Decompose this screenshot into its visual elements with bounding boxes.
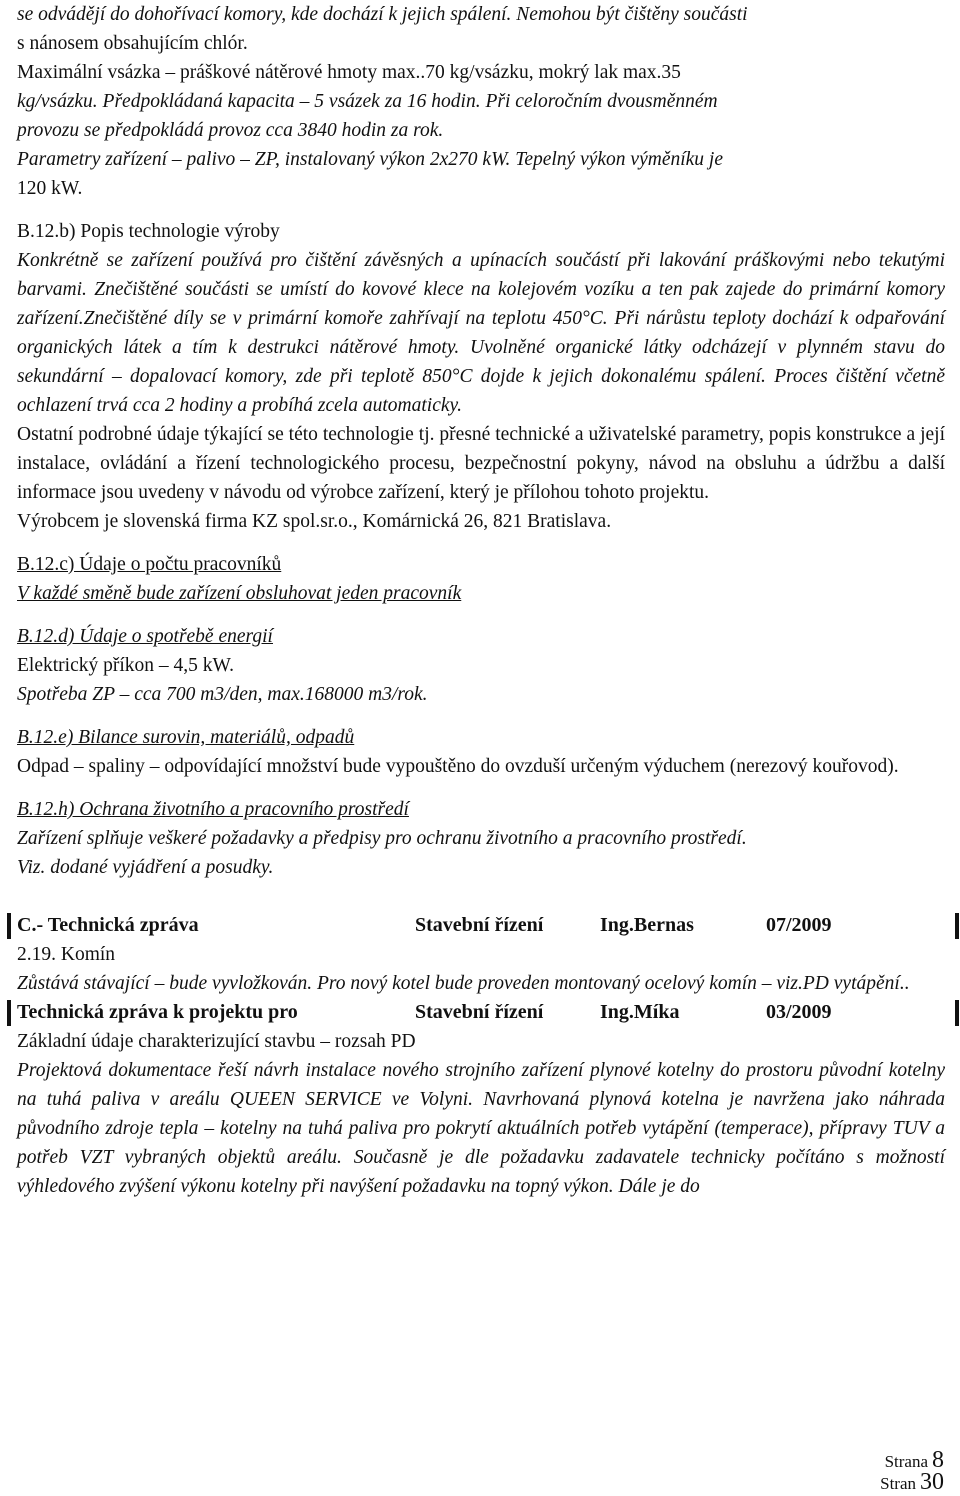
section-heading: B.12.d) Údaje o spotřebě energií bbox=[17, 626, 273, 647]
bar-date: 03/2009 bbox=[766, 1001, 832, 1023]
vertical-rule bbox=[7, 913, 11, 939]
section-text: Spotřeba ZP – cca 700 m3/den, max.168000 m3/rok. bbox=[17, 684, 428, 705]
section-text: Ostatní podrobné údaje týkající se této technologie tj. přesné technické a uživatelské parametry, popis konstrukce a její instalace, ovládání a řízení technologického procesu, bezpečnostní pokyny, návod na obsluhu a údržbu a další informace jsou uvedeny v návodu od výrobce zařízení, který je přílohou tohoto projektu. bbox=[17, 424, 945, 503]
section-zakladni-udaje bbox=[17, 1027, 945, 1201]
bar-stage: Stavební řízení bbox=[415, 914, 544, 936]
section-b12d bbox=[17, 622, 945, 709]
section-b12c bbox=[17, 550, 945, 608]
text-line: provozu se předpokládá provoz cca 3840 hodin za rok. bbox=[17, 120, 444, 141]
text-line: Maximální vsázka – práškové nátěrové hmoty max..70 kg/vsázku, mokrý lak max.35 bbox=[17, 62, 681, 83]
section-text: Elektrický příkon – 4,5 kW. bbox=[17, 655, 234, 676]
section-text: Zůstává stávající – bude vyvložkován. Pro nový kotel bude proveden montovaný ocelový komín – viz.PD vytápění.. bbox=[17, 973, 910, 994]
section-heading: 2.19. Komín bbox=[17, 944, 116, 965]
text-line: 120 kW. bbox=[17, 178, 83, 199]
bar-author: Ing.Míka bbox=[600, 1001, 680, 1023]
section-b12h bbox=[17, 795, 945, 882]
bar-author: Ing.Bernas bbox=[600, 914, 694, 936]
section-heading: B.12.b) Popis technologie výroby bbox=[17, 221, 280, 242]
section-text: V každé směně bude zařízení obsluhovat jeden pracovník bbox=[17, 583, 462, 604]
vertical-rule bbox=[955, 1000, 959, 1026]
section-b12e bbox=[17, 723, 945, 781]
document-page bbox=[17, 0, 945, 1201]
page-label: Strana bbox=[884, 1452, 928, 1471]
text-line: s nánosem obsahujícím chlór. bbox=[17, 33, 248, 54]
section-heading: B.12.e) Bilance surovin, materiálů, odpadů bbox=[17, 727, 355, 748]
manufacturer-line: Výrobcem je slovenská firma KZ spol.sr.o., Komárnická 26, 821 Bratislava. bbox=[17, 511, 612, 532]
text-line: se odvádějí do dohořívací komory, kde dochází k jejich spálení. Nemohou být čištěny součásti bbox=[17, 4, 748, 25]
pages-value: 30 bbox=[920, 1469, 944, 1495]
section-text: Projektová dokumentace řeší návrh instalace nového strojního zařízení plynové kotelny do prostoru původní kotelny na tuhá paliva v areálu QUEEN SERVICE ve Volyni. Navrhovaná plynová kotelna je navržena jako náhrada původního zdroje tepla – kotelny na tuhá paliva pro pokrytí aktuálních potřeb vytápění (temperace), přípravy TUV a potřeb VZT vybraných objektů areálu. Současně je dle požadavku zadavatele technicky počítáno s možností výhledového zvýšení výkonu kotelny při navýšení požadavku na topný výkon. Dále je do bbox=[17, 1060, 945, 1197]
vertical-rule bbox=[955, 913, 959, 939]
text-line: Parametry zařízení – palivo – ZP, instalovaný výkon 2x270 kW. Tepelný výkon výměníku je bbox=[17, 149, 723, 170]
header-bar-technicka-zprava bbox=[17, 911, 945, 940]
bar-title: Technická zpráva k projektu pro bbox=[17, 1001, 298, 1023]
page-count bbox=[880, 1469, 944, 1496]
section-text: Konkrétně se zařízení používá pro čištění závěsných a upínacích součástí při lakování práškovými nebo tekutými barvami. Znečištěné součásti se umístí do kovové klece na kolejovém vozíku a ten pak zajede do primární komory zařízení.Znečištěné díly se v primární komoře zahřívají na teplotu 450°C. Při nárůstu teploty dochází k odpařování organických látek a tím k destrukci nátěrové hmoty. Uvolněné organické látky odcházejí v plynném stavu do sekundární – dopalovací komory, zde při teplotě 850°C dojde k jejich dokonalému spálení. Proces čištění včetně ochlazení trvá cca 2 hodiny a probíhá zcela automaticky. bbox=[17, 250, 945, 416]
section-text: Odpad – spaliny – odpovídající množství bude vypouštěno do ovzduší určeným výduchem (nerezový kouřovod). bbox=[17, 756, 899, 777]
top-block bbox=[17, 0, 945, 203]
pages-label: Stran bbox=[880, 1474, 916, 1493]
bar-stage: Stavební řízení bbox=[415, 1001, 544, 1023]
bar-date: 07/2009 bbox=[766, 914, 832, 936]
section-heading: B.12.c) Údaje o počtu pracovníků bbox=[17, 554, 282, 575]
page-value: 8 bbox=[932, 1447, 944, 1473]
section-b12b bbox=[17, 217, 945, 536]
text-line: kg/vsázku. Předpokládaná kapacita – 5 vsázek za 16 hodin. Při celoročním dvousměnném bbox=[17, 91, 718, 112]
section-komin bbox=[17, 940, 945, 998]
section-heading: B.12.h) Ochrana životního a pracovního prostředí bbox=[17, 799, 409, 820]
header-bar-projekt bbox=[17, 998, 945, 1027]
bar-title: C.- Technická zpráva bbox=[17, 914, 199, 936]
section-heading: Základní údaje charakterizující stavbu – rozsah PD bbox=[17, 1031, 416, 1052]
section-text: Viz. dodané vyjádření a posudky. bbox=[17, 857, 274, 878]
section-text: Zařízení splňuje veškeré požadavky a předpisy pro ochranu životního a pracovního prostředí. bbox=[17, 828, 747, 849]
vertical-rule bbox=[7, 1000, 11, 1026]
